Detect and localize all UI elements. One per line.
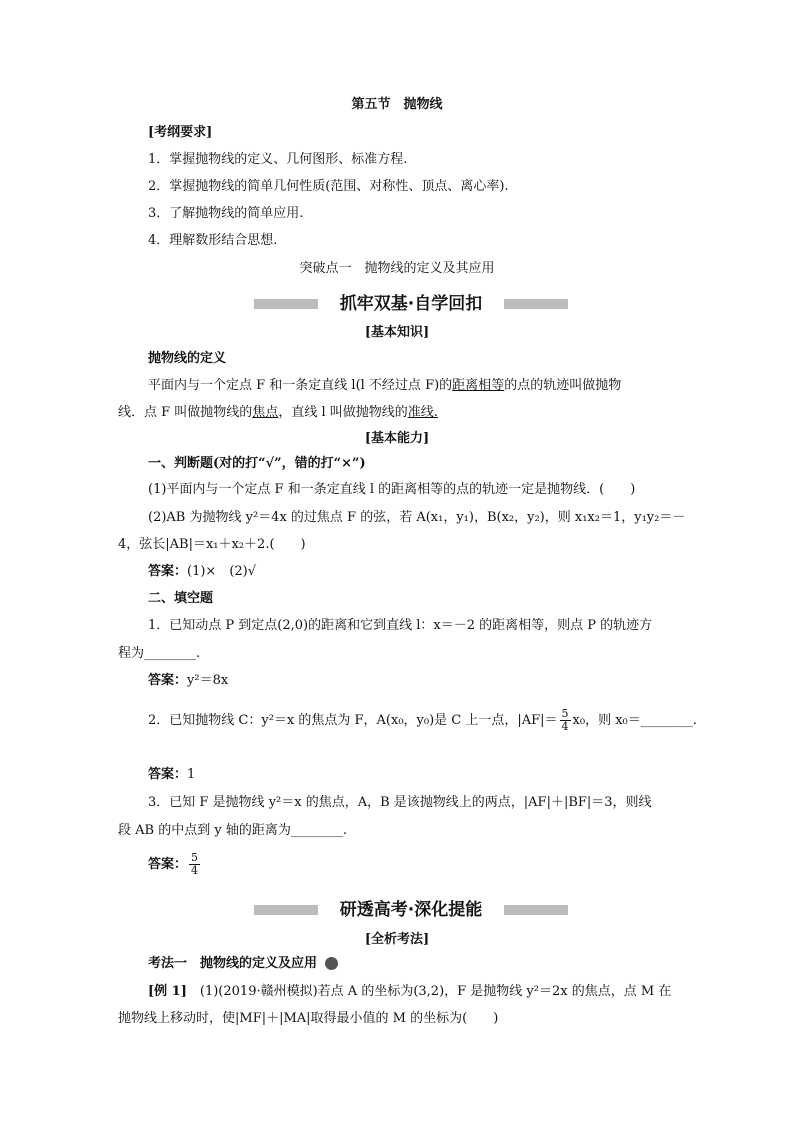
jbzs-heading: [基本知识]: [364, 325, 430, 340]
answer-label: 答案：: [148, 857, 188, 872]
fill-q2: [148, 708, 697, 733]
fraction-5-4: [560, 708, 571, 733]
answer-value: y²＝8x: [187, 673, 229, 688]
def-text-1b: 的点的轨迹叫做抛物: [504, 378, 622, 393]
section1-title: 突破点一 抛物线的定义及其应用: [299, 261, 495, 276]
answer-label: 答案：: [148, 767, 188, 782]
example-label: [例 1]: [148, 984, 187, 999]
fill-q2-text-b: x₀，则 x₀＝________.: [572, 713, 697, 728]
answer-value: (1)× (2)√: [187, 564, 257, 579]
banner-bar-right: [504, 299, 568, 309]
answer-label: 答案：: [148, 673, 188, 688]
jbzs-subtitle: 抛物线的定义: [148, 351, 227, 366]
example-text-a: (1)(2019·赣州模拟)若点 A 的坐标为(3,2)，F 是抛物线 y²＝2x 的焦点，点 M 在: [199, 984, 672, 999]
part2-title: 二、填空题: [148, 591, 214, 606]
kgyq-item-1: 1．掌握抛物线的定义、几何图形、标准方程.: [148, 152, 408, 167]
circle-icon: [325, 957, 338, 970]
fraction-numerator: 5: [561, 707, 569, 720]
page-title: 第五节 抛物线: [351, 97, 443, 112]
answer-2: [148, 672, 228, 690]
kaofa-1-label: 考法一 抛物线的定义及应用: [148, 956, 318, 971]
part1-title: 一、判断题(对的打“√”，错的打“×”): [148, 456, 366, 471]
answer-value: 1: [187, 767, 196, 782]
fraction-denominator: 4: [561, 720, 569, 733]
fraction-denominator: 4: [191, 864, 199, 877]
fill-q3-line2: 段 AB 的中点到 y 轴的距离为________.: [118, 823, 347, 838]
fill-q1-line1: 1．已知动点 P 到定点(2,0)的距离和它到直线 l：x＝－2 的距离相等，则点 P 的轨迹方: [148, 618, 653, 633]
fill-q1-line2: 程为________.: [118, 646, 201, 661]
kgyq-item-4: 4．理解数形结合思想.: [148, 233, 278, 248]
fill-q2-text-a: 2．已知抛物线 C：y²＝x 的焦点为 F，A(x₀，y₀)是 C 上一点，|AF|＝: [148, 713, 558, 728]
banner-bar-right: [504, 905, 568, 915]
judge-q2-line1: (2)AB 为抛物线 y²＝4x 的过焦点 F 的弦，若 A(x₁，y₁)，B(x₂，y₂)，则 x₁x₂＝1，y₁y₂＝－: [148, 510, 686, 525]
jbnl-heading: [基本能力]: [364, 431, 430, 446]
banner-2-text: 研透高考·深化提能: [339, 900, 483, 920]
fill-q3-line1: 3．已知 F 是抛物线 y²＝x 的焦点，A，B 是该抛物线上的两点，|AF|＋|BF|＝3，则线: [148, 795, 652, 810]
banner-bar-left: [254, 299, 318, 309]
judge-q1: (1)平面内与一个定点 F 和一条定直线 l 的距离相等的点的轨迹一定是抛物线．( ): [148, 482, 636, 497]
banner-2: [254, 898, 568, 922]
kgyq-item-3: 3．了解抛物线的简单应用.: [148, 206, 304, 221]
banner-1-text: 抓牢双基·自学回扣: [339, 294, 483, 314]
answer-3: [148, 766, 195, 784]
definition-line-1: [148, 377, 621, 395]
definition-line-2: [118, 404, 438, 422]
fraction-numerator: 5: [191, 851, 199, 864]
kgyq-item-2: 2．掌握抛物线的简单几何性质(范围、对称性、顶点、离心率).: [148, 179, 509, 194]
def-text-2b: ，直线 l 叫做抛物线的: [278, 405, 408, 420]
def-text-1a: 平面内与一个定点 F 和一条定直线 l(l 不经过点 F)的: [148, 378, 453, 393]
answer-fraction: [189, 852, 200, 877]
kgyq-heading: [考纲要求]: [148, 125, 213, 140]
def-underline-1: 距离相等: [452, 378, 505, 393]
def-underline-3: 准线.: [407, 405, 438, 420]
judge-q2-line2: 4，弦长|AB|＝x₁＋x₂＋2.( ): [118, 537, 306, 552]
qxkf-heading: [全析考法]: [364, 932, 430, 947]
answer-label: 答案：: [148, 564, 188, 579]
answer-1: [148, 563, 256, 581]
def-underline-2: 焦点: [252, 405, 279, 420]
example-1-line1: [148, 983, 671, 1001]
def-text-2a: 线．点 F 叫做抛物线的: [118, 405, 253, 420]
banner-1: [254, 292, 568, 316]
example-1-line2: 抛物线上移动时，使|MF|＋|MA|取得最小值的 M 的坐标为( ): [118, 1011, 499, 1026]
answer-4: [148, 852, 202, 877]
kaofa-1: [148, 955, 338, 973]
banner-bar-left: [254, 905, 318, 915]
